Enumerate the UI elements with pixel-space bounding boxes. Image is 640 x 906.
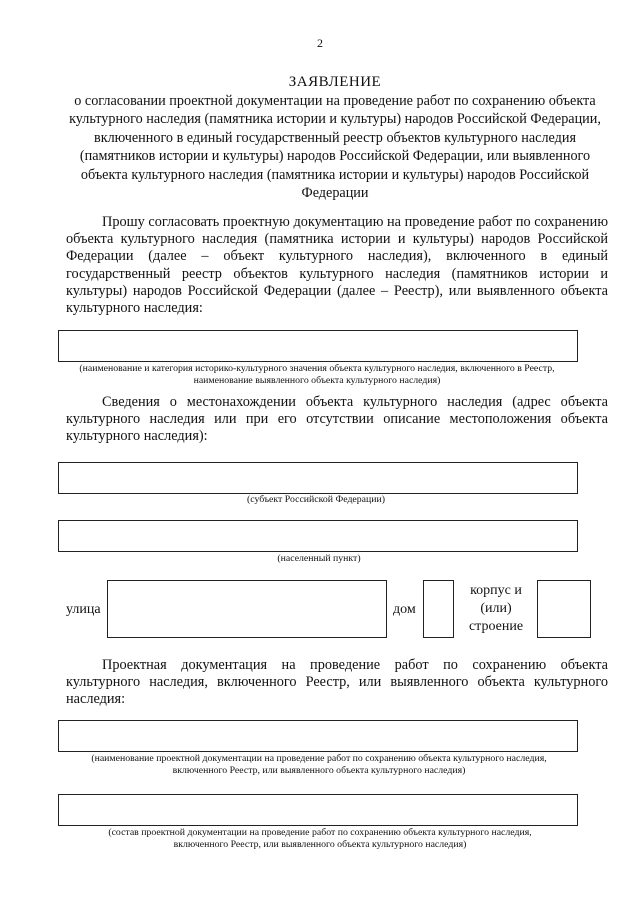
doc-name-caption: (наименование проектной документации на проведение работ по сохранению объекта культурного наследия, включенного Реестр, или выявленного объекта культурного наследия) bbox=[91, 753, 547, 776]
settlement-field[interactable] bbox=[58, 520, 578, 552]
documentation-paragraph: Проектная документация на проведение работ по сохранению объекта культурного наследия, включенного Реестр, или выявленного объекта культурного наследия: bbox=[66, 657, 608, 708]
building-field[interactable] bbox=[537, 580, 591, 638]
object-name-field[interactable] bbox=[58, 330, 578, 362]
street-label: улица bbox=[66, 602, 101, 617]
doc-name-underline bbox=[66, 751, 570, 752]
subject-caption: (субъект Российской Федерации) bbox=[246, 494, 386, 505]
object-name-caption: (наименование и категория историко-культурного значения объекта культурного наследия, включенного в Реестр, наименование выявленного объекта культурного наследия) bbox=[79, 363, 555, 386]
request-paragraph: Прошу согласовать проектную документацию на проведение работ по сохранению объекта культурного наследия (памятника истории и культуры) народов Российской Федерации (далее – объект культурного наследия), включенного в единый государственный реестр объектов культурного наследия (памятников истории и культуры) народов Российской Федерации (далее – Реестр), или выявленного объекта культурного наследия: bbox=[66, 214, 608, 317]
house-label: дом bbox=[393, 602, 416, 617]
document-subtitle: о согласовании проектной документации на проведение работ по сохранению объекта культурного наследия (памятника истории и культуры) народов Российской Федерации, включенного в единый государственный реестр объектов культурного наследия (памятников истории и культуры) народов Российской Федерации, или выявленного объекта культурного наследия (памятника истории и культуры) народов Российской Федерации bbox=[69, 93, 601, 202]
settlement-underline bbox=[272, 551, 366, 552]
subject-field[interactable] bbox=[58, 462, 578, 494]
building-label: корпус и (или) строение bbox=[468, 583, 524, 634]
doc-composition-underline bbox=[84, 825, 556, 826]
document-title: ЗАЯВЛЕНИЕ bbox=[288, 74, 382, 90]
doc-composition-caption: (состав проектной документации на проведение работ по сохранению объекта культурного наследия, включенного Реестр, или выявленного объекта культурного наследия) bbox=[108, 827, 532, 850]
settlement-caption: (населенный пункт) bbox=[277, 553, 361, 564]
house-field[interactable] bbox=[423, 580, 454, 638]
street-field[interactable] bbox=[107, 580, 387, 638]
doc-name-field[interactable] bbox=[58, 720, 578, 752]
doc-composition-field[interactable] bbox=[58, 794, 578, 826]
location-paragraph: Сведения о местонахождении объекта культурного наследия (адрес объекта культурного наследия или при его отсутствии описание местоположения объекта культурного наследия): bbox=[66, 394, 608, 445]
object-name-underline bbox=[72, 361, 560, 362]
page-number: 2 bbox=[317, 36, 323, 50]
